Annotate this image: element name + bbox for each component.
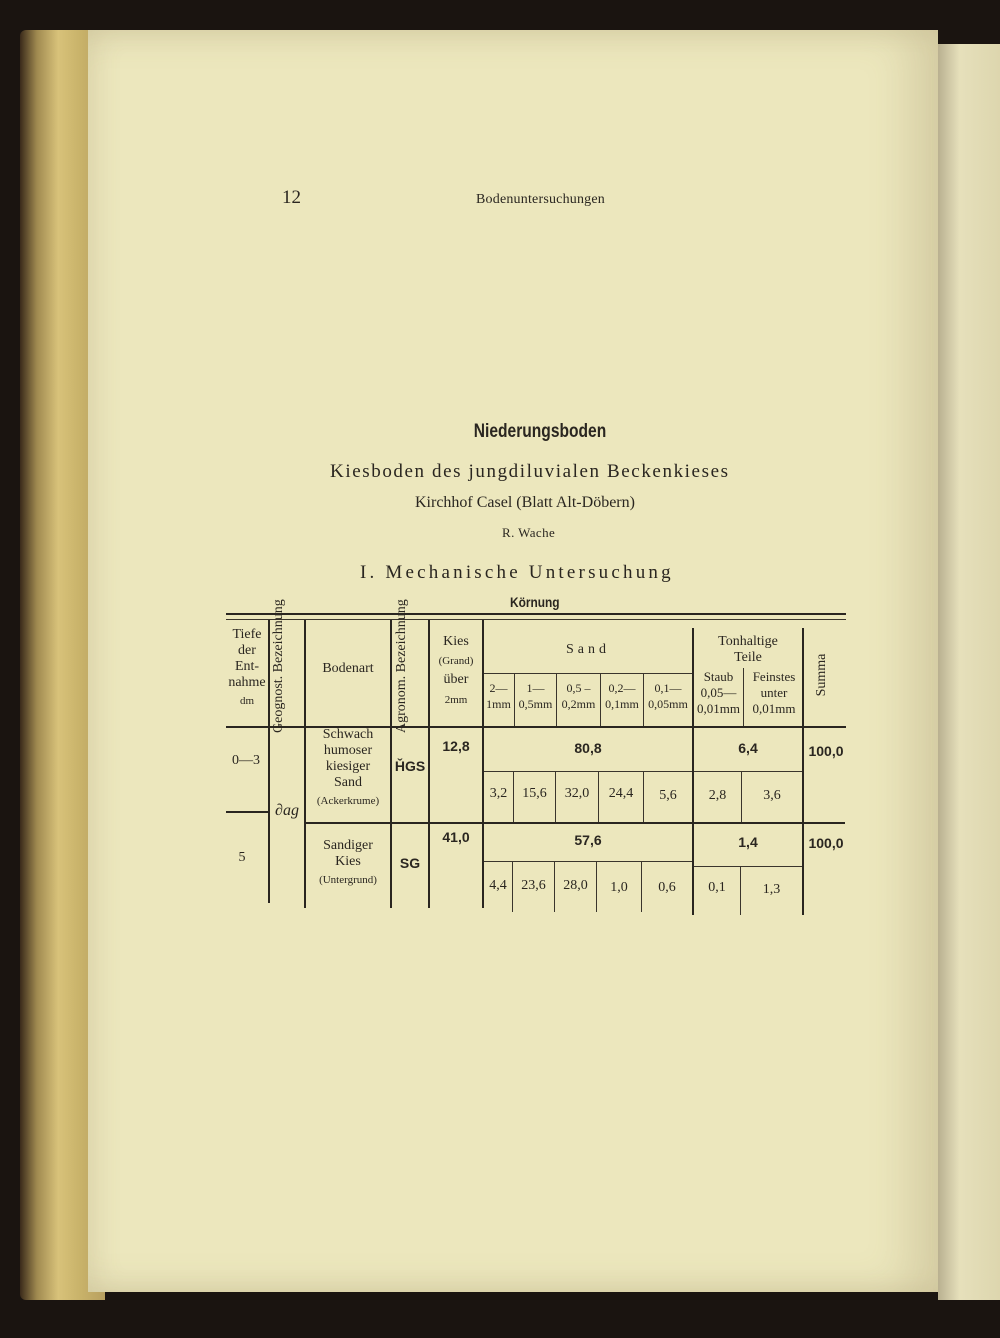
- row1-sand-total: 80,8: [574, 740, 602, 756]
- row2-ton-total: 1,4: [738, 834, 758, 850]
- row2-summa: 100,0: [808, 835, 844, 851]
- row1-ton-total: 6,4: [738, 740, 758, 756]
- header-tiefe: Tiefe der Ent- nahme dm: [228, 627, 266, 707]
- row1-sand-05-02: 32,0: [564, 786, 590, 801]
- header-bodenart: Bodenart: [322, 661, 374, 676]
- col-rule-5: [482, 620, 484, 908]
- row2-bodenart: Sandiger Kies (Untergrund): [319, 838, 377, 886]
- header-sand-1-05: 1— 0,5mm: [518, 681, 553, 711]
- book-page: [88, 30, 938, 1292]
- location-line: Kirchhof Casel (Blatt Alt-Döbern): [415, 494, 635, 511]
- author-line: R. Wache: [502, 525, 556, 540]
- row1-ton-split: [694, 771, 802, 772]
- row-divider: [305, 822, 845, 824]
- header-sand-02-01: 0,2— 0,1mm: [605, 681, 639, 711]
- header-agronom: Agronom. Bezeichnung: [394, 599, 409, 733]
- row2-sand-02-01: 1,0: [610, 880, 628, 895]
- soil-type-subtitle: Kiesboden des jungdiluvialen Beckenkieses: [330, 461, 730, 482]
- row2-sand-05-02: 28,0: [563, 878, 588, 893]
- row1-staub: 2,8: [708, 788, 727, 803]
- row1-sand-split: [484, 771, 692, 772]
- row-divider-tiefe: [226, 811, 268, 813]
- table-top-rule: [226, 613, 846, 615]
- header-sand-01-005: 0,1— 0,05mm: [648, 681, 688, 711]
- row2-sand-split: [484, 861, 692, 862]
- row1-sand-02-01: 24,4: [608, 786, 634, 801]
- header-geognost: Geognost. Bezeichnung: [271, 599, 286, 733]
- row2-tiefe: 5: [238, 850, 246, 865]
- row2-sand-1-05: 23,6: [521, 878, 546, 893]
- row1-sand-1-05: 15,6: [522, 786, 547, 801]
- row2-agronom: SG: [399, 855, 421, 871]
- next-page-edge: [938, 44, 1000, 1300]
- row2-sand-total: 57,6: [574, 832, 602, 848]
- header-ton: Tonhaltige Teile: [718, 634, 778, 665]
- running-head: Bodenuntersuchungen: [476, 192, 605, 207]
- row1-kies: 12,8: [442, 738, 470, 754]
- row2-kies: 41,0: [442, 829, 470, 845]
- header-sand-2-1: 2— 1mm: [486, 681, 511, 711]
- table-top-rule-thin: [226, 619, 846, 620]
- row1-agronom: ȞGS: [394, 758, 426, 774]
- row1-tiefe: 0—3: [232, 753, 260, 768]
- header-sand: Sand: [566, 642, 610, 657]
- header-summa: Summa: [814, 653, 829, 697]
- row2-staub: 0,1: [708, 880, 726, 895]
- row1-bodenart: Schwach humoser kiesiger Sand (Ackerkrume): [316, 727, 380, 807]
- header-kies: Kies (Grand) über 2mm: [438, 634, 474, 706]
- section-subtitle: Körnung: [510, 594, 560, 610]
- header-staub: Staub 0,05— 0,01mm: [697, 669, 740, 716]
- page-title: Niederungsboden: [473, 421, 607, 442]
- row1-feinstes: 3,6: [763, 788, 781, 803]
- row2-sand-01-005: 0,6: [658, 880, 676, 895]
- geognost-value: ∂ag: [275, 802, 299, 819]
- col-rule-1: [268, 620, 270, 903]
- page-number: 12: [282, 187, 301, 208]
- header-feinstes: Feinstes unter 0,01mm: [752, 669, 796, 716]
- row2-ton-split: [694, 866, 802, 867]
- row2-sand-2-1: 4,4: [489, 878, 507, 893]
- section-title: I. Mechanische Untersuchung: [360, 562, 674, 583]
- row1-sand-01-005: 5,6: [659, 788, 677, 803]
- header-sand-05-02: 0,5 – 0,2mm: [561, 681, 596, 711]
- row2-feinstes: 1,3: [762, 882, 781, 897]
- row1-sand-2-1: 3,2: [489, 786, 508, 801]
- row1-summa: 100,0: [808, 743, 844, 759]
